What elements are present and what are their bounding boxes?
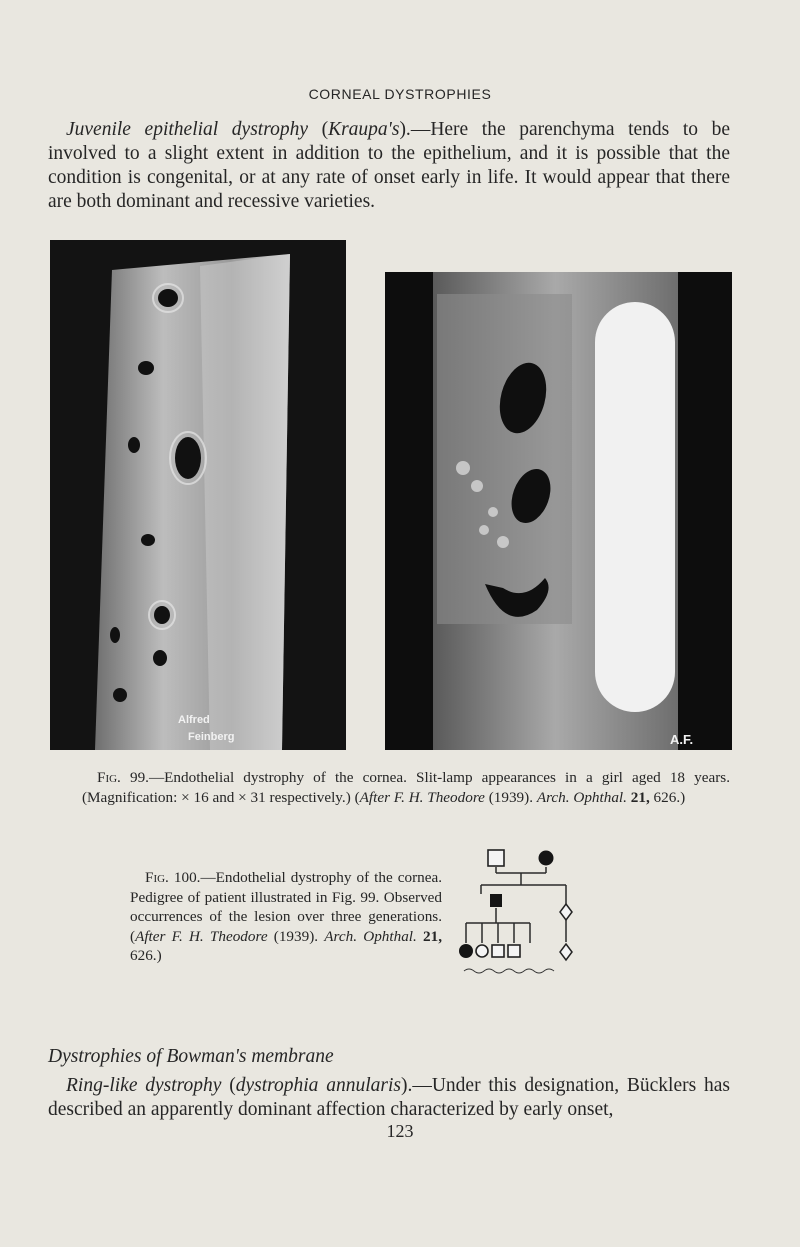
pedigree-gen1-female-affected	[539, 851, 554, 866]
pedigree-gen3-male-2	[508, 945, 520, 957]
pedigree-gen2-male-affected	[490, 894, 502, 907]
pedigree-gen1-male	[488, 850, 504, 866]
intro-paragraph: Juvenile epithelial dystrophy (Kraupa's).—Here the parenchyma tends to be involved to a slight extent in addition to the epithelium, and it is possible that the condition is congenital, or at any rate of onset early in life. It would appear that there are both dominant and recessive varieties.	[48, 119, 730, 212]
figure-99-left-photo	[50, 240, 346, 750]
figure-100-caption: Fig. 100.—Endothelial dystrophy of the cornea. Pedigree of patient illustrated in Fig. 99. Observed occurrences of the lesion over three generations. (After F. H. Theodore (1939). Arch. Ophthal. 21, 626.)	[130, 869, 443, 964]
figure-100-pedigree	[448, 848, 588, 986]
artist-signature-line1: Alfred	[178, 714, 210, 726]
figure-99-caption: Fig. 99.—Endothelial dystrophy of the cornea. Slit-lamp appearances in a girl aged 18 years. (Magnification: × 16 and × 31 respectively.) (After F. H. Theodore (1939). Arch. Ophthal. 21, 626.)	[82, 769, 730, 806]
figure-99-right-photo	[385, 272, 732, 750]
endothelial-lesion-illustration	[385, 272, 732, 750]
intro-text: —Here the parenchyma tends to be involved to a slight extent in addition to the epithelium, and it is possible that the condition is congenital, or at any rate of onset early in life. It would appear that there are both dominant and recessive varieties.	[48, 119, 730, 212]
page-number: 123	[386, 1121, 414, 1141]
ring-dystrophy-paragraph: Ring-like dystrophy (dystrophia annularis).—Under this designation, Bücklers has described an apparently dominant affection characterized by early onset,	[48, 1075, 730, 1120]
pedigree-gen3-female	[476, 945, 488, 957]
term-juvenile-epithelial-dystrophy: Juvenile epithelial dystrophy	[66, 119, 308, 140]
figure-100-label: Fig. 100.	[145, 869, 201, 886]
pedigree-gen3-male-1	[492, 945, 504, 957]
pedigree-gen2-unknown	[560, 904, 572, 920]
pedigree-gen3-female-affected	[459, 944, 473, 958]
slit-lamp-section-illustration	[50, 240, 346, 750]
artist-signature-line2: Feinberg	[188, 731, 235, 743]
eponym-kraupa: Kraupa's	[328, 119, 400, 140]
term-ring-like-dystrophy: Ring-like dystrophy	[66, 1075, 222, 1096]
running-head: CORNEAL DYSTROPHIES	[308, 86, 492, 102]
right-photo-initials: A.F.	[670, 732, 694, 747]
term-dystrophia-annularis: dystrophia annularis	[235, 1075, 401, 1096]
pedigree-gen3-unknown	[560, 944, 572, 960]
section-heading: Dystrophies of Bowman's membrane	[48, 1046, 334, 1067]
figure-99-label: Fig. 99.	[97, 769, 149, 786]
